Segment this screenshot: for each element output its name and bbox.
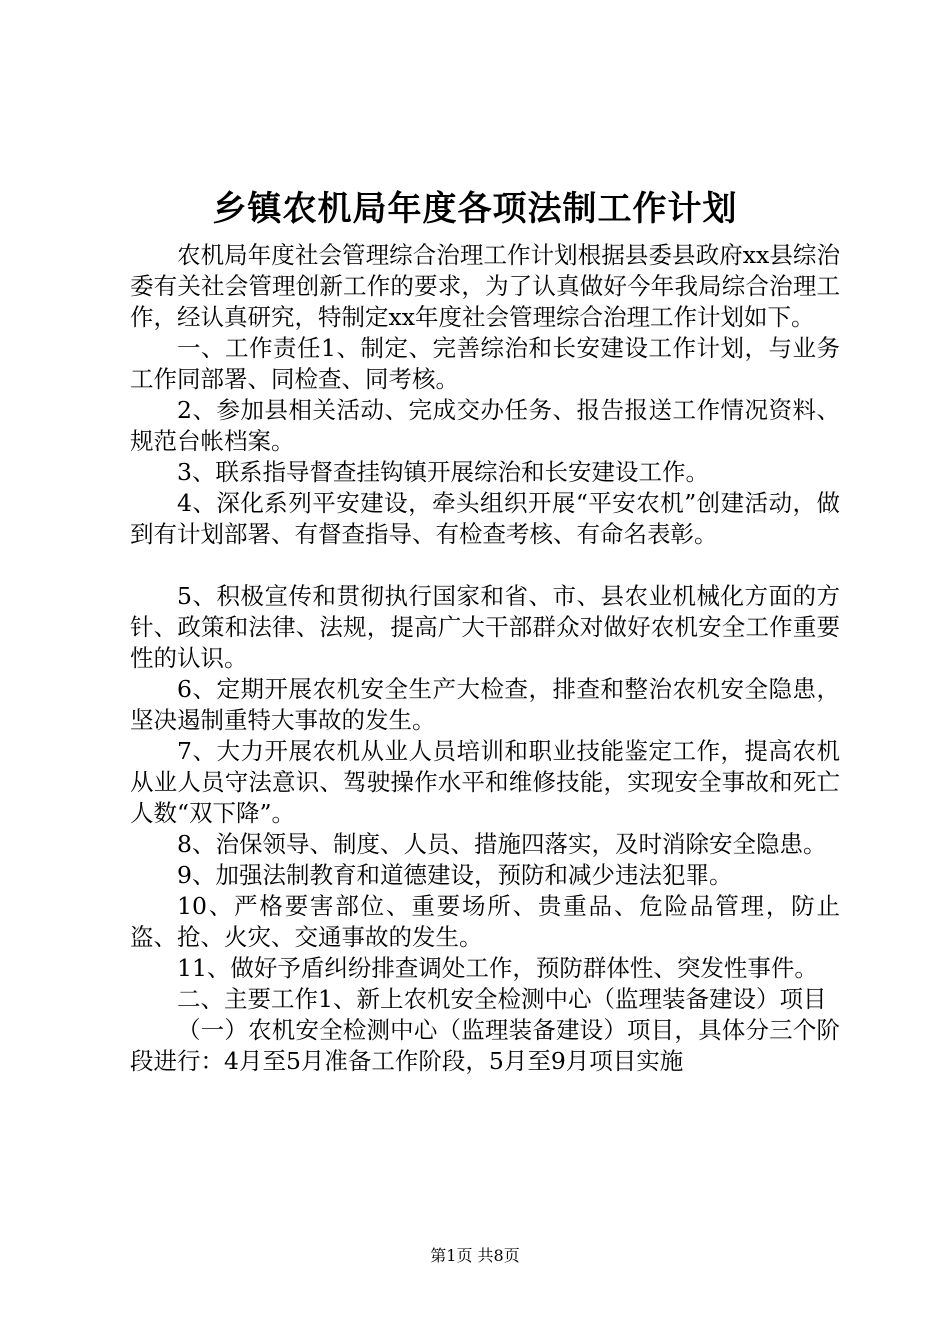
paragraph-item-3: 3、联系指导督查挂钩镇开展综治和长安建设工作。 [177, 458, 709, 486]
paragraph-subsection-1: （一）农机安全检测中心（监理装备建设）项目，具体分三个阶段进行：4月至5月准备工作阶段，5月至9月项目实施 [130, 1016, 840, 1075]
paragraph-item-5: 5、积极宣传和贯彻执行国家和省、市、县农业机械化方面的方针、政策和法律、法规，提高广大干部群众对做好农机安全工作重要性的认识。 [130, 582, 840, 672]
paragraph-section-one: 一、工作责任1、制定、完善综治和长安建设工作计划，与业务工作同部署、同检查、同考核。 [130, 334, 840, 393]
paragraph-section-two: 二、主要工作1、新上农机安全检测中心（监理装备建设）项目 [177, 985, 827, 1013]
paragraph-item-11: 11、做好予盾纠纷排查调处工作，预防群体性、突发性事件。 [177, 954, 818, 982]
document-title: 乡镇农机局年度各项法制工作计划 [212, 189, 738, 229]
paragraph-item-6: 6、定期开展农机安全生产大检查，排查和整治农机安全隐患，坚决遏制重特大事故的发生。 [130, 675, 840, 734]
paragraph-item-2: 2、参加县相关活动、完成交办任务、报告报送工作情况资料、规范台帐档案。 [130, 396, 840, 455]
paragraph-item-9: 9、加强法制教育和道德建设，预防和减少违法犯罪。 [177, 861, 733, 889]
paragraph-item-8: 8、治保领导、制度、人员、措施四落实，及时消除安全隐患。 [177, 830, 827, 858]
paragraph-item-10: 10、严格要害部位、重要场所、贵重品、危险品管理，防止盗、抢、火灾、交通事故的发生。 [130, 892, 840, 951]
paragraph-item-4: 4、深化系列平安建设，牵头组织开展“平安农机”创建活动，做到有计划部署、有督查指导、有检查考核、有命名表彰。 [130, 489, 840, 548]
paragraph-item-7: 7、大力开展农机从业人员培训和职业技能鉴定工作，提高农机从业人员守法意识、驾驶操作水平和维修技能，实现安全事故和死亡人数“双下降”。 [130, 737, 840, 827]
page-footer: 第1页 共8页 [430, 1246, 520, 1265]
paragraph-intro: 农机局年度社会管理综合治理工作计划根据县委县政府xx县综治委有关社会管理创新工作的要求，为了认真做好今年我局综合治理工作，经认真研究，特制定xx年度社会管理综合治理工作计划如下。 [130, 241, 840, 331]
document-body [130, 240, 840, 1077]
